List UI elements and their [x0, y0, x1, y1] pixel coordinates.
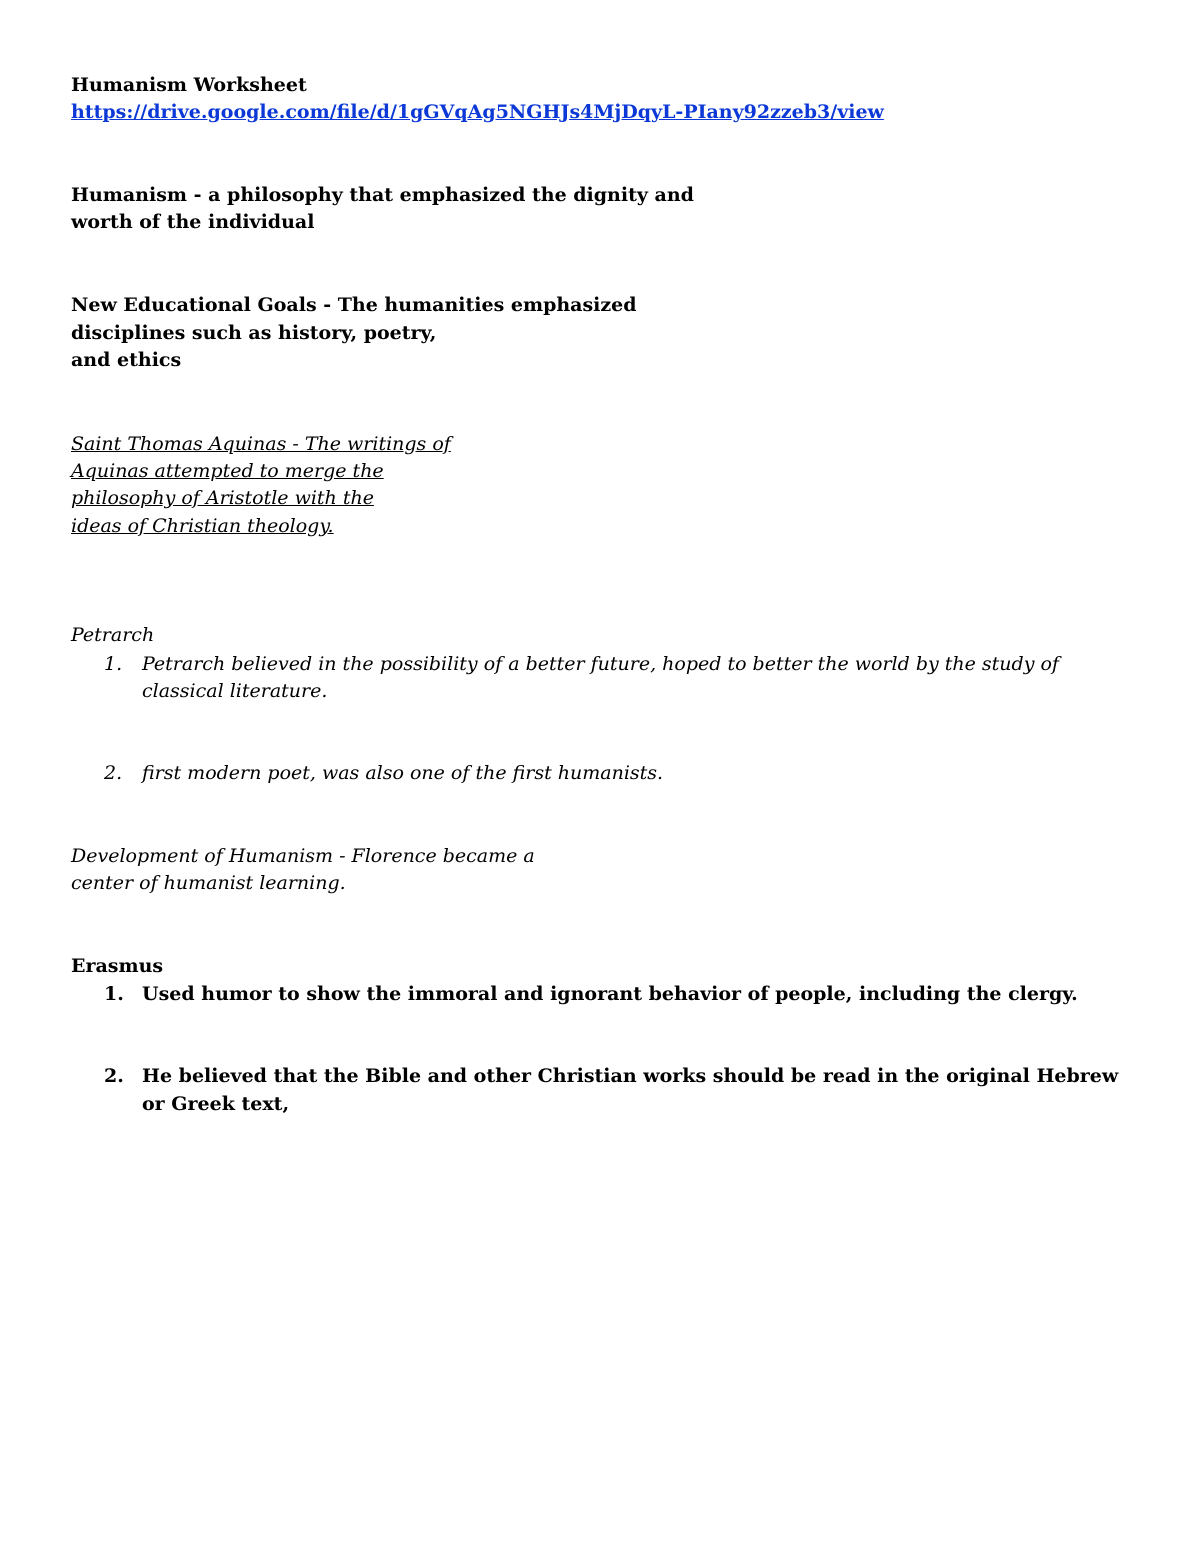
petrarch-heading: Petrarch [71, 624, 155, 646]
erasmus-item-2-number: 2. [104, 1065, 124, 1087]
aquinas-line-1: Saint Thomas Aquinas - The writings of [71, 433, 451, 455]
education-goals-line-2: disciplines such as history, poetry, [71, 322, 437, 344]
education-goals-line-1: New Educational Goals - The humanities emphasized [71, 294, 637, 316]
erasmus-item-2-line-1: He believed that the Bible and other Christian works should be read in the original Hebrew [142, 1065, 1119, 1087]
aquinas-line-4: ideas of Christian theology. [71, 515, 334, 537]
erasmus-item-1-line-1: Used humor to show the immoral and ignorant behavior of people, including the clergy. [142, 983, 1078, 1005]
erasmus-item-1-number: 1. [104, 983, 124, 1005]
erasmus-item-2-line-2: or Greek text, [142, 1093, 290, 1115]
document-title: Humanism Worksheet [71, 74, 307, 96]
development-line-2: center of humanist learning. [71, 872, 346, 894]
development-line-1: Development of Humanism - Florence became a [71, 845, 535, 867]
aquinas-line-3: philosophy of Aristotle with the [71, 487, 374, 509]
petrarch-item-1-line-1: Petrarch believed in the possibility of a better future, hoped to better the world by the study of [142, 653, 1059, 675]
petrarch-item-2-number: 2. [104, 762, 123, 784]
humanism-definition-line-2: worth of the individual [71, 211, 315, 233]
petrarch-item-1-line-2: classical literature. [142, 680, 328, 702]
drive-link[interactable]: https://drive.google.com/file/d/1gGVqAg5NGHJs4MjDqyL-PIany92zzeb3/view [71, 101, 884, 123]
petrarch-item-2-line-1: first modern poet, was also one of the first humanists. [142, 762, 664, 784]
erasmus-heading: Erasmus [71, 955, 164, 977]
humanism-definition-line-1: Humanism - a philosophy that emphasized the dignity and [71, 184, 694, 206]
petrarch-item-1-number: 1. [104, 653, 123, 675]
aquinas-line-2: Aquinas attempted to merge the [71, 460, 384, 482]
education-goals-line-3: and ethics [71, 349, 182, 371]
